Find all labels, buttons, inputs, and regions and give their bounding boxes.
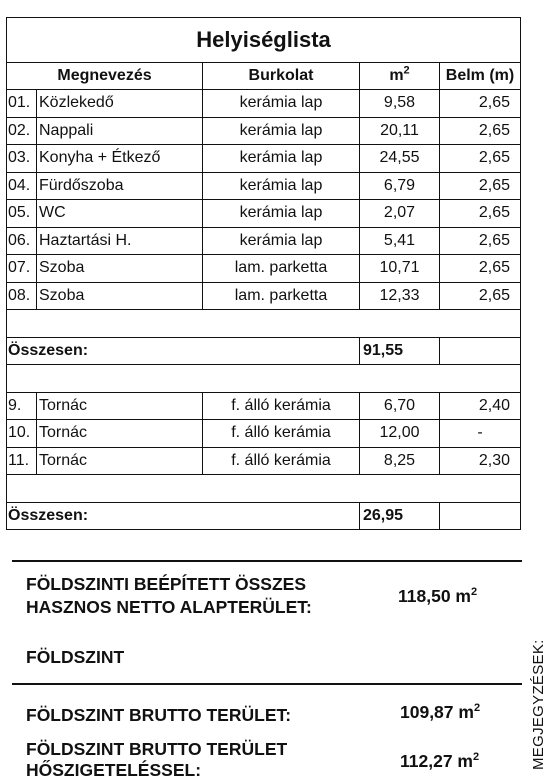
table-row (7, 282, 521, 310)
notes-heading: MEGJEGYZÉSEK: (530, 639, 547, 770)
gross-insulated-label-line1: FÖLDSZINT BRUTTO TERÜLET (26, 739, 288, 759)
header-area: $m^2$ (360, 63, 440, 90)
area-summary (12, 560, 522, 780)
table-title: Helyiséglista (7, 18, 521, 63)
net-area-value: 118,50 $m^2$ (398, 586, 478, 606)
total-label: Összesen: (7, 337, 360, 365)
table-row (7, 227, 521, 255)
floor-label: FÖLDSZINT (26, 647, 125, 667)
room-height: 2,40 (440, 392, 521, 420)
header-floor: Burkolat (203, 63, 360, 90)
room-number: 11. (7, 448, 37, 475)
room-name-cell (7, 392, 203, 420)
room-name: Konyha + Étkező (39, 149, 161, 167)
room-height: 2,65 (440, 117, 521, 145)
room-name: WC (39, 204, 66, 222)
room-area: 6,79 (360, 172, 440, 200)
divider (12, 560, 522, 562)
room-height: - (440, 420, 521, 448)
room-name-cell (7, 255, 203, 283)
room-height: 2,65 (440, 282, 521, 310)
table-row (7, 90, 521, 118)
room-flooring: kerámia lap (203, 117, 360, 145)
room-number: 04. (7, 173, 37, 200)
table-row (7, 172, 521, 200)
room-list-table (6, 17, 521, 530)
room-height: 2,65 (440, 255, 521, 283)
room-area: 20,11 (360, 117, 440, 145)
room-name-cell (7, 447, 203, 475)
gross-insulated-label-line2: HŐSZIGETELÉSSEL: (26, 760, 202, 780)
room-name: Tornác (39, 424, 88, 442)
room-area: 24,55 (360, 145, 440, 173)
table-row (7, 145, 521, 173)
room-height: 2,65 (440, 227, 521, 255)
room-name-cell (7, 200, 203, 228)
room-name: Közlekedő (39, 94, 114, 112)
divider (12, 683, 522, 685)
spacer-row (7, 475, 521, 503)
room-number: 01. (7, 90, 37, 117)
table-row (7, 255, 521, 283)
room-area: 12,33 (360, 282, 440, 310)
room-area: 8,25 (360, 447, 440, 475)
room-number: 05. (7, 200, 37, 227)
room-number: 10. (7, 420, 37, 447)
net-area-label-line2: HASZNOS NETTO ALAPTERÜLET: (26, 597, 312, 617)
room-number: 07. (7, 255, 37, 282)
room-number: 06. (7, 228, 37, 255)
room-area: 5,41 (360, 227, 440, 255)
room-area: 12,00 (360, 420, 440, 448)
room-height: 2,30 (440, 447, 521, 475)
room-name: Szoba (39, 286, 85, 304)
room-name: Fürdőszoba (39, 176, 124, 194)
room-flooring: lam. parketta (203, 255, 360, 283)
room-flooring: kerámia lap (203, 90, 360, 118)
room-flooring: lam. parketta (203, 282, 360, 310)
room-number: 03. (7, 145, 37, 172)
room-flooring: f. álló kerámia (203, 420, 360, 448)
spacer-row (7, 365, 521, 393)
total-value: 91,55 (360, 337, 440, 365)
room-name: Nappali (39, 121, 94, 139)
room-height: 2,65 (440, 90, 521, 118)
header-height: Belm (m) (440, 63, 521, 90)
gross-area-label: FÖLDSZINT BRUTTO TERÜLET: (26, 705, 292, 725)
room-flooring: kerámia lap (203, 172, 360, 200)
room-name-cell (7, 172, 203, 200)
room-name: Haztartási H. (39, 231, 132, 249)
table-row (7, 117, 521, 145)
total-row-2 (7, 502, 521, 530)
room-area: 10,71 (360, 255, 440, 283)
total-value: 26,95 (360, 502, 440, 530)
room-flooring: f. álló kerámia (203, 392, 360, 420)
room-flooring: kerámia lap (203, 145, 360, 173)
room-flooring: kerámia lap (203, 227, 360, 255)
room-height: 2,65 (440, 200, 521, 228)
gross-insulated-value: 112,27 $m^2$ (400, 751, 480, 771)
room-number: 02. (7, 118, 37, 145)
room-name-cell (7, 90, 203, 118)
room-flooring: kerámia lap (203, 200, 360, 228)
spacer-row (7, 310, 521, 338)
room-number: 08. (7, 283, 37, 310)
room-height: 2,65 (440, 172, 521, 200)
table-row (7, 392, 521, 420)
table-row (7, 200, 521, 228)
room-name-cell (7, 145, 203, 173)
room-name-cell (7, 282, 203, 310)
room-number: 9. (7, 393, 37, 420)
room-name: Tornác (39, 451, 88, 469)
net-area-label-line1: FÖLDSZINTI BEÉPÍTETT ÖSSZES (26, 574, 307, 594)
room-name: Szoba (39, 259, 85, 277)
room-group-1 (7, 90, 521, 310)
room-name: Tornác (39, 396, 88, 414)
room-name-cell (7, 420, 203, 448)
room-name-cell (7, 227, 203, 255)
room-area: 2,07 (360, 200, 440, 228)
room-height: 2,65 (440, 145, 521, 173)
room-name-cell (7, 117, 203, 145)
room-area: 6,70 (360, 392, 440, 420)
room-flooring: f. álló kerámia (203, 447, 360, 475)
table-row (7, 420, 521, 448)
room-area: 9,58 (360, 90, 440, 118)
room-group-2 (7, 392, 521, 475)
gross-area-value: 109,87 $m^2$ (400, 702, 481, 722)
header-name: Megnevezés (7, 63, 203, 90)
total-row-1 (7, 337, 521, 365)
total-label: Összesen: (7, 502, 360, 530)
table-row (7, 447, 521, 475)
